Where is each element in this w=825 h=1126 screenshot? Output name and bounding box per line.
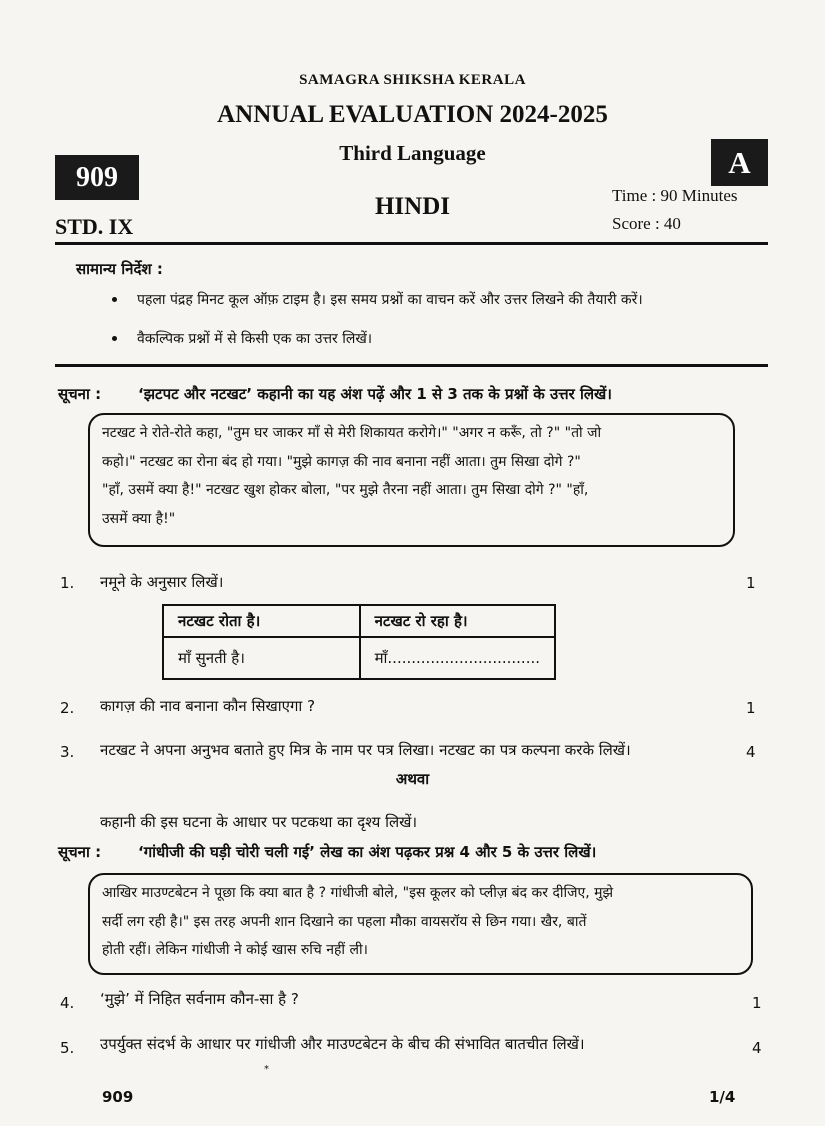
passage-line: सर्दी लग रही है।" इस तरह अपनी शान दिखाने का पहला मौका वायसरॉय से छिन गया। खैर, बातें bbox=[102, 913, 587, 930]
table-cell: नटखट रोता है। bbox=[163, 605, 360, 637]
section1-notice bbox=[58, 384, 612, 404]
table-cell: माँ सुनती है। bbox=[163, 637, 360, 679]
score-label: Score : 40 bbox=[612, 214, 681, 233]
table-row bbox=[163, 605, 555, 637]
question-number: 4. bbox=[60, 994, 75, 1012]
bullet-icon bbox=[112, 297, 117, 302]
subject-title: HINDI bbox=[374, 193, 450, 220]
passage-box-2 bbox=[88, 873, 753, 975]
question-marks: 1 bbox=[746, 574, 756, 592]
question-text: कागज़ की नाव बनाना कौन सिखाएगा ? bbox=[100, 697, 316, 715]
table-cell: नटखट रो रहा है। bbox=[360, 605, 555, 637]
question-number: 2. bbox=[60, 699, 75, 717]
footer-mark: * bbox=[264, 1064, 269, 1075]
question-marks: 4 bbox=[752, 1039, 762, 1057]
header-divider bbox=[55, 242, 768, 245]
table-row bbox=[163, 637, 555, 679]
passage-line: कहो।" नटखट का रोना बंद हो गया। "मुझे कागज़ की नाव बनाना नहीं आता। तुम सिखा दोगे ?" bbox=[102, 453, 581, 470]
time-label: Time : 90 Minutes bbox=[612, 186, 738, 205]
footer-code: 909 bbox=[102, 1088, 134, 1106]
paper-code-badge: 909 bbox=[55, 155, 139, 200]
passage-box-1 bbox=[88, 413, 735, 547]
notice-text: ‘गांधीजी की घड़ी चोरी चली गई’ लेख का अंश पढ़कर प्रश्न 4 और 5 के उत्तर लिखें। bbox=[138, 843, 597, 861]
question-number: 3. bbox=[60, 743, 75, 761]
answer-blank: माँ................................ bbox=[360, 637, 555, 679]
organization-name: SAMAGRA SHIKSHA KERALA bbox=[299, 72, 526, 88]
notice-label: सूचना : bbox=[58, 843, 102, 861]
question-text: नटखट ने अपना अनुभव बताते हुए मित्र के नाम पर पत्र लिखा। नटखट का पत्र कल्पना करके लिखें। bbox=[100, 741, 631, 759]
passage-line: नटखट ने रोते-रोते कहा, "तुम घर जाकर माँ से मेरी शिकायत करोगे।" "अगर न करूँ, तो ?" "तो जो bbox=[102, 425, 602, 441]
set-badge: A bbox=[711, 139, 768, 186]
question-marks: 4 bbox=[746, 743, 756, 761]
question-marks: 1 bbox=[752, 994, 762, 1012]
standard-label: STD. IX bbox=[55, 214, 134, 239]
passage-line: उसमें क्या है!" bbox=[102, 510, 176, 527]
question-number: 1. bbox=[60, 574, 75, 592]
question-text: नमूने के अनुसार लिखें। bbox=[100, 573, 224, 591]
or-label: अथवा bbox=[395, 770, 430, 788]
passage-line: आखिर माउण्टबेटन ने पूछा कि क्या बात है ? गांधीजी बोले, "इस कूलर को प्लीज़ बंद कर दीजिए, मुझे bbox=[102, 885, 614, 901]
instruction-item: पहला पंद्रह मिनट कूल ऑफ़ टाइम है। इस समय प्रश्नों का वाचन करें और उत्तर लिखने की तैयारी करें। bbox=[112, 290, 643, 309]
notice-label: सूचना : bbox=[58, 385, 102, 403]
instructions-title: सामान्य निर्देश : bbox=[76, 260, 163, 278]
instruction-item: वैकल्पिक प्रश्नों में से किसी एक का उत्तर लिखें। bbox=[112, 329, 372, 348]
page-number: 1/4 bbox=[709, 1088, 736, 1106]
instructions-divider bbox=[55, 364, 768, 367]
question-number: 5. bbox=[60, 1039, 75, 1057]
question-text: ‘मुझे’ में निहित सर्वनाम कौन-सा है ? bbox=[100, 990, 299, 1008]
notice-text: ‘झटपट और नटखट’ कहानी का यह अंश पढ़ें और 1 से 3 तक के प्रश्नों के उत्तर लिखें। bbox=[138, 385, 612, 403]
sample-table bbox=[162, 604, 556, 680]
question-marks: 1 bbox=[746, 699, 756, 717]
passage-line: "हाँ, उसमें क्या है!" नटखट खुश होकर बोला, "पर मुझे तैरना नहीं आता। तुम सिखा दोगे ?" "हाँ, bbox=[102, 482, 589, 498]
language-level: Third Language bbox=[339, 141, 486, 165]
exam-title: ANNUAL EVALUATION 2024-2025 bbox=[217, 101, 608, 128]
alternative-question-text: कहानी की इस घटना के आधार पर पटकथा का दृश्य लिखें। bbox=[100, 813, 418, 831]
section2-notice bbox=[58, 842, 596, 862]
passage-line: होती रहीं। लेकिन गांधीजी ने कोई खास रुचि नहीं ली। bbox=[102, 942, 368, 958]
bullet-icon bbox=[112, 336, 117, 341]
question-text: उपर्युक्त संदर्भ के आधार पर गांधीजी और माउण्टबेटन के बीच की संभावित बातचीत लिखें। bbox=[100, 1035, 585, 1053]
